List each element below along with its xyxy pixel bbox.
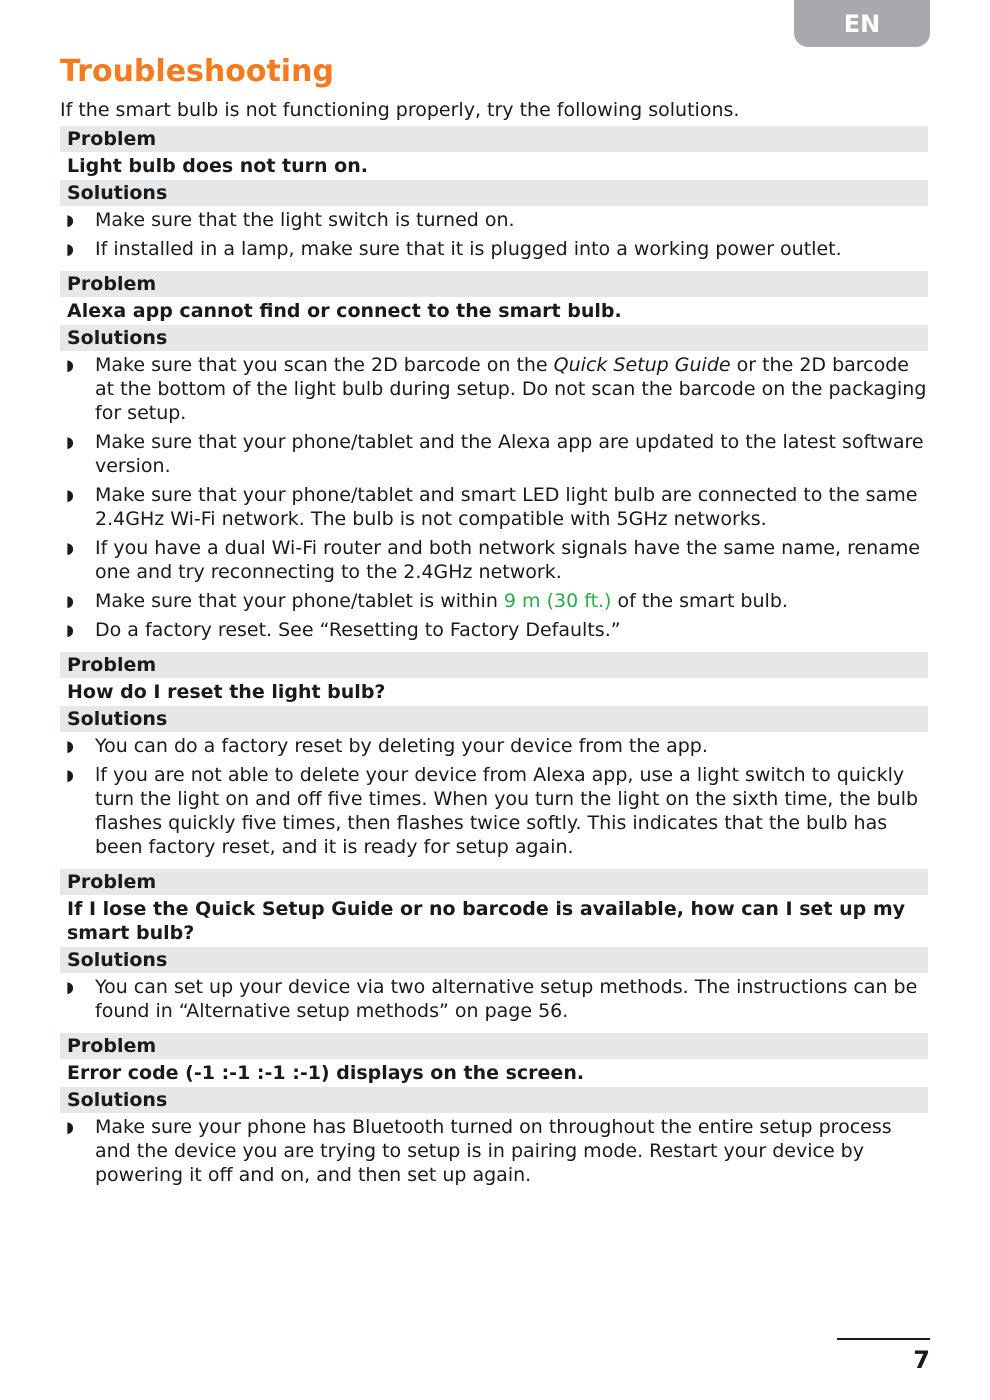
solution-item: ◗ You can do a factory reset by deleting your device from the app. [66, 735, 708, 757]
solution-item: ◗ If installed in a lamp, make sure that it is plugged into a working power outlet. [66, 238, 842, 260]
solution-item: ◗ Make sure that your phone/tablet and smart LED light bulb are connected to the same 2.4GHz Wi-Fi network. The bulb is not compatible with 5GHz networks. [66, 484, 918, 530]
solutions-label: Solutions [60, 325, 928, 351]
problem-text: If I lose the Quick Setup Guide or no barcode is available, how can I set up my smart bulb? [67, 898, 906, 944]
problem-label: Problem [60, 652, 928, 678]
solutions-list [60, 208, 928, 261]
intro-text: If the smart bulb is not functioning properly, try the following solutions. [60, 99, 740, 121]
solution-item: ◗ You can set up your device via two alternative setup methods. The instructions can be found in “Alternative setup methods” on page 56. [66, 976, 918, 1022]
bullet-icon: ◗ [66, 766, 74, 784]
solutions-list [60, 734, 928, 859]
solutions-label: Solutions [60, 1087, 928, 1113]
solutions-label: Solutions [60, 706, 928, 732]
troubleshooting-section [60, 652, 928, 859]
bullet-icon: ◗ [66, 433, 74, 451]
solution-item: ◗ Do a factory reset. See “Resetting to Factory Defaults.” [66, 619, 621, 641]
problem-text: Alexa app cannot find or connect to the smart bulb. [67, 300, 622, 322]
solution-item: ◗ Make sure that your phone/tablet is within 9 m (30 ft.) of the smart bulb. [66, 590, 788, 612]
bullet-icon: ◗ [66, 737, 74, 755]
bullet-icon: ◗ [66, 621, 74, 639]
solutions-list [60, 975, 928, 1023]
solution-item: ◗ Make sure that the light switch is turned on. [66, 209, 515, 231]
page-title: Troubleshooting [60, 54, 334, 89]
solutions-label: Solutions [60, 180, 928, 206]
troubleshooting-section [60, 1033, 928, 1187]
guide-title: Quick Setup Guide [553, 354, 731, 376]
solutions-list [60, 353, 928, 642]
bullet-icon: ◗ [66, 978, 74, 996]
bullet-icon: ◗ [66, 211, 74, 229]
solutions-label: Solutions [60, 947, 928, 973]
language-tab: EN [794, 0, 930, 47]
problem-label: Problem [60, 126, 928, 152]
troubleshooting-section [60, 126, 928, 261]
problem-text: Light bulb does not turn on. [67, 155, 368, 177]
problem-label: Problem [60, 1033, 928, 1059]
page-number: 7 [913, 1346, 930, 1374]
bullet-icon: ◗ [66, 356, 74, 374]
footer-divider [837, 1338, 930, 1340]
solution-item: ◗ Make sure your phone has Bluetooth turned on throughout the entire setup process and the device you are trying to setup is in pairing mode. Restart your device by powering it off and on, and then set up again. [66, 1116, 892, 1186]
problem-label: Problem [60, 869, 928, 895]
solution-item: ◗ Make sure that your phone/tablet and the Alexa app are updated to the latest software version. [66, 431, 924, 477]
troubleshooting-section [60, 271, 928, 642]
bullet-icon: ◗ [66, 240, 74, 258]
solution-item: ◗ If you have a dual Wi-Fi router and both network signals have the same name, rename one and try reconnecting to the 2.4GHz network. [66, 537, 921, 583]
distance-highlight: 9 m (30 ft.) [503, 590, 612, 612]
solution-item: ◗ lf you are not able to delete your device from Alexa app, use a light switch to quickly turn the light on and off five times. When you turn the light on the sixth time, the bulb flashes quickly five times, then flashes twice softly. This indicates that the bulb has been factory reset, and it is ready for setup again. [66, 764, 919, 858]
problem-label: Problem [60, 271, 928, 297]
bullet-icon: ◗ [66, 1118, 74, 1136]
solutions-list [60, 1115, 928, 1187]
bullet-icon: ◗ [66, 486, 74, 504]
problem-text: How do I reset the light bulb? [67, 681, 386, 703]
troubleshooting-section [60, 869, 928, 1023]
page-content [60, 50, 928, 1187]
problem-text: Error code (-1 :-1 :-1 :-1) displays on the screen. [67, 1062, 585, 1084]
bullet-icon: ◗ [66, 592, 74, 610]
bullet-icon: ◗ [66, 539, 74, 557]
solution-item: ◗ Make sure that you scan the 2D barcode on the Quick Setup Guide or the 2D barcode at the bottom of the light bulb during setup. Do not scan the barcode on the packaging for setup. [66, 354, 927, 424]
